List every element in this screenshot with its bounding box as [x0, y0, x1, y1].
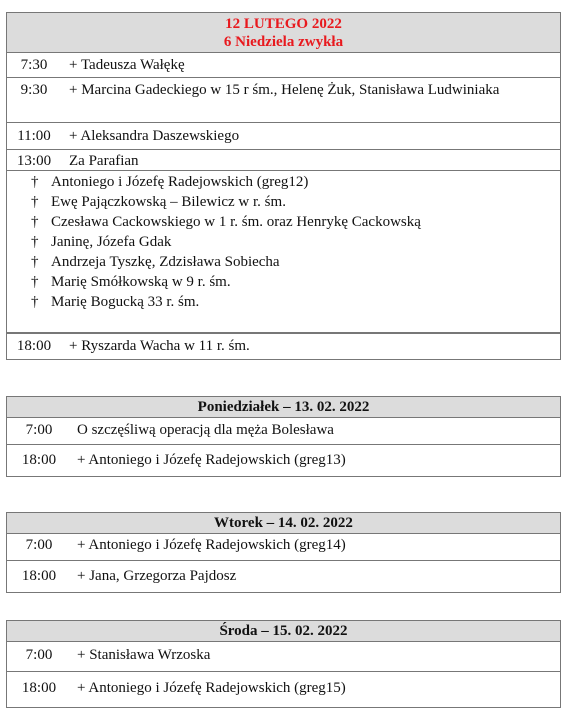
cross-icon: †	[31, 214, 39, 230]
list-item	[31, 232, 560, 252]
mass-row	[7, 418, 560, 445]
list-item	[31, 172, 560, 192]
mass-row	[7, 78, 560, 123]
cross-icon: †	[31, 294, 39, 310]
mass-time: 9:30	[20, 82, 48, 98]
mass-intention: + Ryszarda Wacha w 11 r. śm.	[69, 338, 250, 354]
tuesday-schedule-table	[6, 512, 561, 593]
sunday-schedule-table	[6, 12, 561, 360]
list-item	[31, 272, 560, 292]
mass-intention: + Antoniego i Józefę Radejowskich (greg13)	[77, 452, 346, 468]
mass-intention: + Stanisława Wrzoska	[77, 647, 211, 663]
mass-row	[7, 672, 560, 707]
mass-row	[7, 53, 560, 78]
sunday-liturgical-title: 6 Niedziela zwykła	[223, 34, 344, 50]
intention-text: Marię Smółkowską w 9 r. śm.	[51, 274, 231, 290]
mass-row	[7, 123, 560, 150]
mass-intention: + Antoniego i Józefę Radejowskich (greg14)	[77, 537, 346, 553]
mass-time: 18:00	[21, 452, 57, 468]
intention-text: Marię Bogucką 33 r. śm.	[51, 294, 200, 310]
cross-icon: †	[31, 194, 39, 210]
mass-time: 7:00	[25, 537, 53, 553]
monday-header: Poniedziałek – 13. 02. 2022	[7, 397, 560, 418]
intentions-block	[7, 171, 560, 333]
mass-time: 7:00	[25, 422, 53, 438]
tuesday-header: Wtorek – 14. 02. 2022	[7, 513, 560, 534]
mass-row	[7, 150, 560, 171]
mass-intention: O szczęśliwą operacją dla męża Bolesława	[77, 422, 334, 438]
mass-time: 18:00	[16, 338, 52, 354]
monday-schedule-table	[6, 396, 561, 477]
sunday-date-title: 12 LUTEGO 2022	[225, 16, 342, 32]
intention-text: Janinę, Józefa Gdak	[51, 234, 172, 250]
mass-intention: Za Parafian	[69, 153, 139, 169]
intention-text: Antoniego i Józefę Radejowskich (greg12)	[51, 174, 309, 190]
mass-row	[7, 534, 560, 561]
cross-icon: †	[31, 234, 39, 250]
list-item	[31, 212, 560, 232]
mass-intention: + Tadeusza Wałękę	[69, 57, 185, 73]
mass-time: 18:00	[21, 680, 57, 696]
sunday-header	[7, 13, 560, 53]
wednesday-header: Środa – 15. 02. 2022	[7, 621, 560, 642]
intention-text: Andrzeja Tyszkę, Zdzisława Sobiecha	[51, 254, 280, 270]
mass-time: 18:00	[21, 568, 57, 584]
mass-intention: + Aleksandra Daszewskiego	[69, 128, 240, 144]
mass-row	[7, 642, 560, 672]
mass-row	[7, 333, 560, 359]
mass-time: 7:00	[25, 647, 53, 663]
list-item	[31, 192, 560, 212]
intentions-list	[7, 171, 560, 312]
intention-text: Czesława Cackowskiego w 1 r. śm. oraz Henrykę Cackowską	[51, 214, 421, 230]
mass-intention: + Antoniego i Józefę Radejowskich (greg15)	[77, 680, 346, 696]
list-item	[31, 292, 560, 312]
mass-row	[7, 445, 560, 476]
mass-intention: + Marcina Gadeckiego w 15 r śm., Helenę Żuk, Stanisława Ludwiniaka	[69, 82, 500, 98]
mass-time: 13:00	[16, 153, 52, 169]
intention-text: Ewę Pajączkowską – Bilewicz w r. śm.	[51, 194, 286, 210]
mass-row	[7, 561, 560, 592]
cross-icon: †	[31, 174, 39, 190]
mass-intention: + Jana, Grzegorza Pajdosz	[77, 568, 237, 584]
list-item	[31, 252, 560, 272]
cross-icon: †	[31, 274, 39, 290]
wednesday-schedule-table	[6, 620, 561, 708]
mass-time: 11:00	[17, 128, 51, 144]
cross-icon: †	[31, 254, 39, 270]
mass-time: 7:30	[20, 57, 48, 73]
